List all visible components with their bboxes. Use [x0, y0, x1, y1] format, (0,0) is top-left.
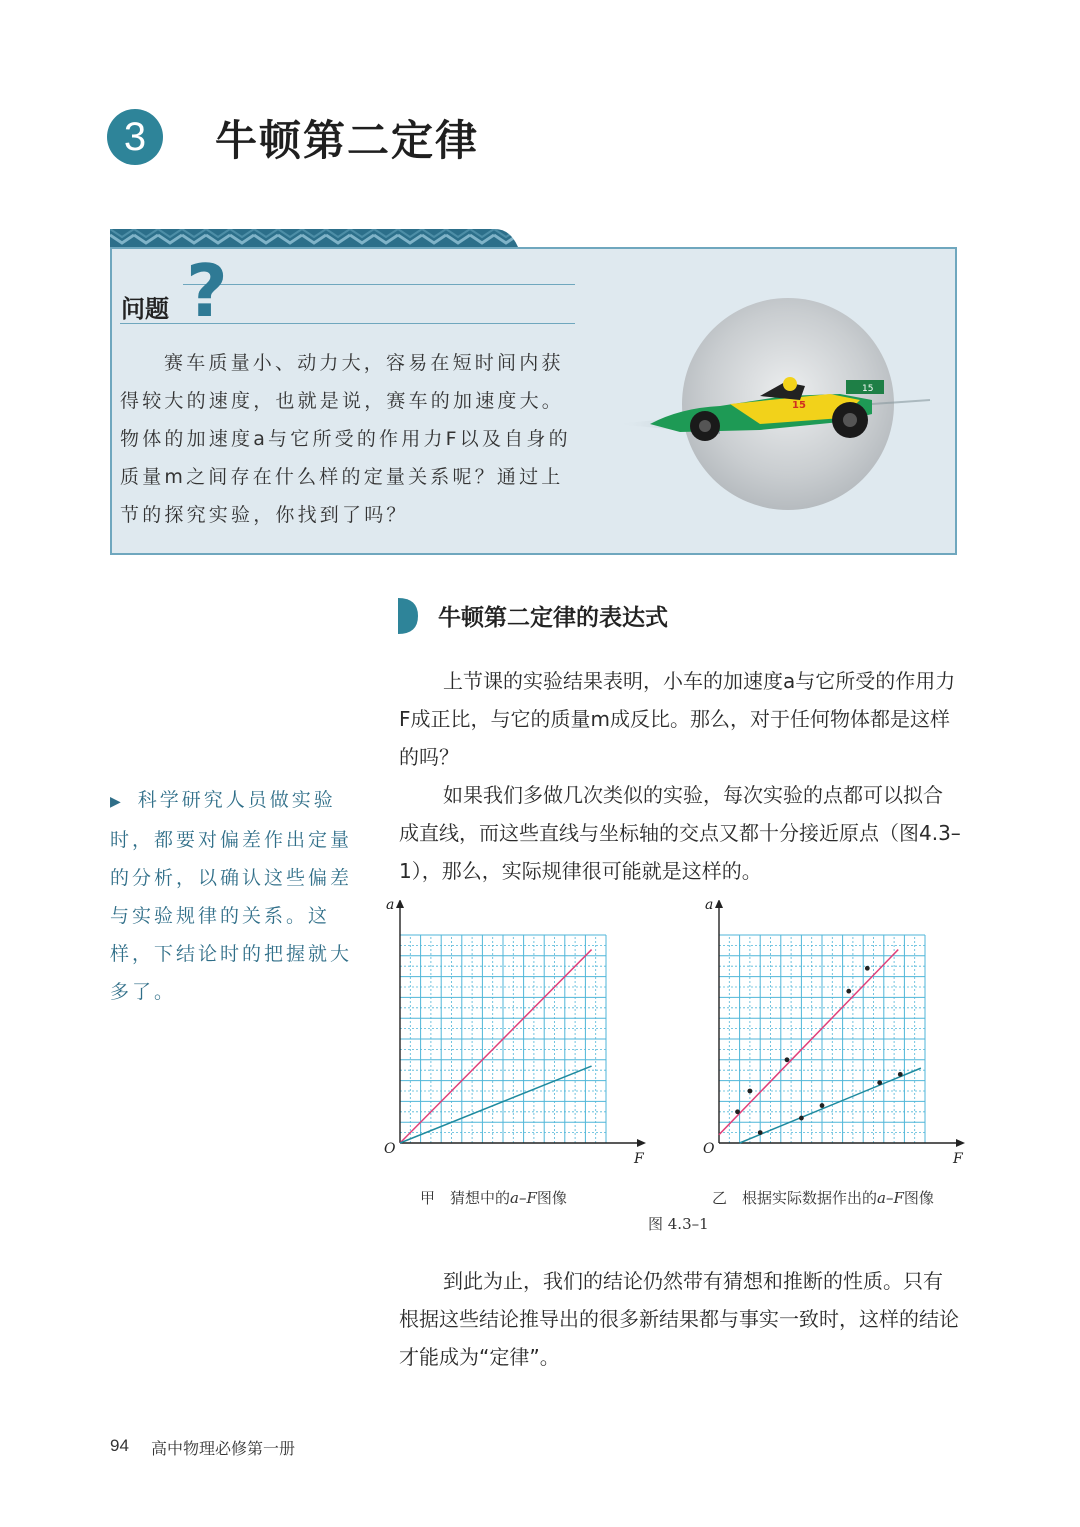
- page-number: 94: [110, 1436, 129, 1455]
- paragraph: 上节课的实验结果表明，小车的加速度a与它所受的作用力F成正比，与它的质量m成反比。那么，对于任何物体都是这样的吗？: [399, 669, 956, 769]
- data-point: [799, 1116, 804, 1121]
- fit-line: [740, 1068, 921, 1143]
- y-axis-arrow-icon: [715, 900, 723, 908]
- x-axis-arrow-icon: [956, 1139, 965, 1147]
- book-title: 高中物理必修第一册: [151, 1439, 296, 1458]
- caption-b: 乙 根据实际数据作出的a–F图像: [712, 1189, 934, 1207]
- paragraph: 到此为止，我们的结论仍然带有猜想和推断的性质。只有根据这些结论推导出的很多新结果都与事实一致时，这样的结论才能成为“定律”。: [399, 1269, 959, 1369]
- question-mark-icon: ?: [186, 249, 228, 333]
- x-axis-label: F: [634, 1151, 644, 1167]
- data-point: [785, 1057, 790, 1062]
- section-marker-icon: [398, 598, 418, 634]
- series-line: [400, 1066, 592, 1143]
- x-axis-arrow-icon: [637, 1139, 646, 1147]
- data-point: [846, 989, 851, 994]
- data-point: [735, 1109, 740, 1114]
- data-point: [865, 966, 870, 971]
- race-car-illustration: [610, 296, 940, 516]
- question-box-zigzag-band: [110, 229, 520, 249]
- data-point: [877, 1080, 882, 1085]
- svg-text:15: 15: [862, 384, 874, 394]
- series-line: [400, 950, 592, 1143]
- fit-line: [719, 950, 898, 1135]
- section-number-badge: 3: [107, 109, 163, 165]
- y-axis-label: a: [705, 900, 714, 913]
- margin-note: [110, 781, 355, 1011]
- svg-text:15: 15: [792, 400, 806, 411]
- figure-4-3-1: [378, 900, 978, 1185]
- data-point: [748, 1089, 753, 1094]
- data-point: [758, 1130, 763, 1135]
- margin-note-text: 科学研究人员做实验时，都要对偏差作出定量的分析，以确认这些偏差与实验规律的关系。这样，下结论时的把握就大多了。: [110, 789, 353, 1003]
- paragraph: 如果我们多做几次类似的实验，每次实验的点都可以拟合成直线，而这些直线与坐标轴的交点又都十分接近原点（图4.3–1），那么，实际规律很可能就是这样的。: [399, 783, 961, 883]
- x-axis-label: F: [953, 1151, 963, 1167]
- triangle-marker-icon: ▶: [110, 794, 124, 810]
- origin-label: O: [384, 1141, 396, 1157]
- y-axis-label: a: [386, 900, 395, 913]
- origin-label: O: [703, 1141, 715, 1157]
- question-rule-top: [183, 284, 575, 285]
- question-label: 问题: [121, 295, 169, 323]
- data-point: [898, 1072, 903, 1077]
- question-text: 赛车质量小、动力大，容易在短时间内获得较大的速度，也就是说，赛车的加速度大。物体的加速度a与它所受的作用力F以及自身的质量m之间存在什么样的定量关系呢？通过上节的探究实验，你找到了吗？: [120, 352, 571, 526]
- y-axis-arrow-icon: [396, 900, 404, 908]
- figure-number: 图 4.3–1: [648, 1215, 709, 1233]
- section-title: 牛顿第二定律的表达式: [438, 605, 668, 631]
- chapter-title: 牛顿第二定律: [215, 116, 480, 165]
- caption-a: 甲 猜想中的a–F图像: [420, 1189, 567, 1207]
- data-point: [820, 1103, 825, 1108]
